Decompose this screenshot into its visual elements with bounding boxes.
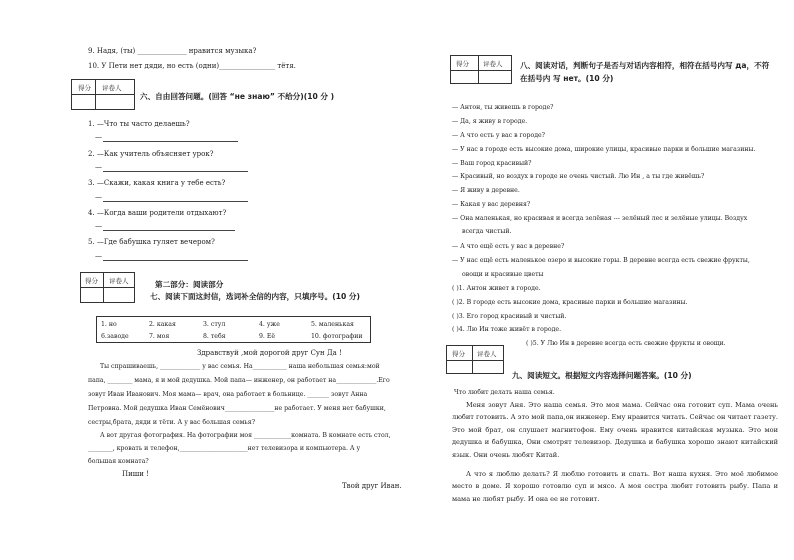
- judgment-item[interactable]: ( )5. У Лю Ин в деревне всегда есть свежие фрукты и овощи.: [526, 340, 726, 347]
- score-label: 得分: [452, 350, 465, 358]
- score-label: 得分: [456, 60, 469, 68]
- divider: [451, 70, 511, 71]
- dialog-line: — Она маленькая, но красивая и всегда зелёная --- зелёный лес и зелёные улицы. Воздух: [452, 215, 748, 222]
- dialog-line: — У нас ещё есть маленькое озеро и высокие горы. В деревне всегда есть свежие фрукты,: [452, 257, 750, 264]
- question-10: 10. У Пети нет дяди, но есть (одни)________________ тётя.: [88, 62, 296, 70]
- dialog-line: всегда чистый.: [462, 228, 512, 235]
- word-option: 6.заводе: [101, 333, 129, 340]
- answer-dash: —: [95, 163, 102, 171]
- answer-line[interactable]: [103, 260, 248, 261]
- word-option: 4. уже: [259, 321, 280, 328]
- answer-dash: —: [95, 252, 102, 260]
- letter-line: сестры,брата, дяди и тёти. А у вас большая семья?: [88, 419, 256, 426]
- letter-line: Ты спрашиваешь, _____________ у вас семья. На___________ наша небольшая семья:мой: [100, 363, 380, 370]
- score-label: 得分: [78, 84, 91, 92]
- answer-line[interactable]: [103, 230, 235, 231]
- word-option: 8. тебя: [203, 333, 226, 340]
- letter-greeting: Здравствуй ,мой дорогой друг Сун Да !: [197, 349, 342, 357]
- judgment-item[interactable]: ( )3. Его город красивый и чистый.: [452, 313, 567, 320]
- word-bank: [96, 316, 371, 343]
- word-option: 2. какая: [149, 321, 176, 328]
- oral-question: 1. —Что ты часто делаешь?: [88, 120, 190, 128]
- answer-dash: —: [95, 133, 102, 141]
- dialog-line: — Да, я живу в городе.: [452, 118, 528, 125]
- word-option: 9. Её: [259, 333, 276, 340]
- section-7-title: 七、阅读下面这封信，选词补全信的内容，只填序号。(10 分): [150, 292, 360, 301]
- dialog-line: — А что есть у вас в городе?: [452, 132, 546, 139]
- text-title: Что любит делать наша семья.: [454, 389, 555, 396]
- dialog-line: — Красивый, но воздух в городе не очень чистый. Лю Ин , а ты где живёшь?: [452, 173, 705, 180]
- letter-line: большая комната?: [88, 458, 149, 465]
- divider: [447, 360, 503, 361]
- letter-close: Пиши !: [122, 470, 149, 478]
- word-option: 5. маленькая: [311, 321, 354, 328]
- score-box: [446, 345, 504, 374]
- oral-question: 4. —Когда ваши родители отдыхают?: [88, 209, 227, 217]
- grader-label: 评卷人: [102, 84, 122, 92]
- divider: [72, 94, 134, 95]
- divider: [81, 287, 134, 288]
- word-option: 7. моя: [149, 333, 170, 340]
- score-box: [71, 79, 135, 110]
- answer-dash: —: [95, 222, 102, 230]
- word-option: 3. стул: [203, 321, 226, 328]
- judgment-item[interactable]: ( )4. Лю Ин тоже живёт в городе.: [452, 326, 562, 333]
- judgment-item[interactable]: ( )1. Антон живет в городе.: [452, 285, 541, 292]
- oral-question: 2. —Как учитель объясняет урок?: [88, 150, 214, 158]
- oral-question: 5. —Где бабушка гуляет вечером?: [88, 238, 215, 246]
- dialog-line: — Ваш город красивый?: [452, 160, 532, 167]
- dialog-line: — У нас в городе есть высокие дома, широкие улицы, красивые парки и большие магазины.: [452, 146, 756, 153]
- dialog-line: — А что ещё есть у вас в деревне?: [452, 243, 565, 250]
- dialog-line: — Антон, ты живешь в городе?: [452, 104, 554, 111]
- score-box: [80, 272, 135, 303]
- text-paragraph: Меня зовут Аня. Это наша семья. Это моя мама. Сейчас она готовит суп. Мама очень любит готовить. А это мой папа,он инженер. Ему нравится читать. Сейчас он читает газету. Это мой брат, он слушает магнитофон. Ему очень нравится китайская музыка. Это мои дедушка и бабушка, Они смотрят телевизор. Дедушка и бабушка хорошо знают китайский язык. Они очень любят Китай.: [452, 401, 778, 459]
- letter-line: зовут Иван Иванович. Моя мама— врач, она работает в больнице. _______ зовут Анна: [88, 391, 368, 398]
- dialog-line: овощи и красивые цветы: [462, 271, 544, 278]
- word-option: 1. но: [101, 321, 117, 328]
- section-8-title: 八、阅读对话，判断句子是否与对话内容相符，相符在括号内写 да，不符: [520, 61, 770, 70]
- letter-line: ________, кровать и телефон,______________________нет телевизора и компьютера. А у: [88, 445, 361, 452]
- letter-signature: Твой друг Иван.: [342, 482, 402, 490]
- dialog-line: — Какая у вас деревня?: [452, 201, 531, 208]
- word-option: 10. фотографии: [311, 333, 363, 340]
- judgment-item[interactable]: ( )2. В городе есть высокие дома, красивые парки и большие магазины.: [452, 299, 688, 306]
- dialog-line: — Я живу в деревне.: [452, 187, 520, 194]
- grader-label: 评卷人: [109, 277, 129, 285]
- score-box: [450, 55, 512, 84]
- letter-line: папа, ________ мама, я и мой дедушка. Мой папа— инженер, он работает на_____________.Его: [88, 377, 390, 384]
- answer-line[interactable]: [103, 201, 248, 202]
- answer-line[interactable]: [103, 171, 248, 172]
- answer-line[interactable]: [103, 141, 238, 142]
- section-9-title: 九、阅读短文。根据短文内容选择问题答案。(10 分): [512, 371, 692, 380]
- section-6-title: 六、自由回答问题。(回答 “не знаю” 不给分)(10 分 ): [140, 92, 335, 101]
- part-2-title: 第二部分：阅读部分: [155, 280, 224, 289]
- section-8-title-cont: 在括号内 写 нет。(10 分): [520, 74, 614, 83]
- text-paragraph: А что я люблю делать? Я люблю готовить и спать. Вот наша кухня. Это моё любимое место в доме. Я хорошо готовлю суп и мясо. А моя сестра любит готовить рыбу. Папа и мама не любят рыбу. И она ее не готовит.: [452, 470, 778, 503]
- oral-question: 3. —Скажи, какая книга у тебе есть?: [88, 179, 226, 187]
- answer-dash: —: [95, 193, 102, 201]
- grader-label: 评卷人: [477, 350, 497, 358]
- question-9: 9. Надя, (ты) ______________ нравится музыка?: [88, 47, 257, 55]
- grader-label: 评卷人: [483, 60, 503, 68]
- letter-line: Петровна. Мой дедушка Иван Семёнович________________не работает. У меня нет бабушки,: [88, 405, 386, 412]
- score-label: 得分: [85, 277, 98, 285]
- letter-line: А вот другая фотография. На фотографии моя ____________комната. В комнате есть стол,: [100, 432, 391, 439]
